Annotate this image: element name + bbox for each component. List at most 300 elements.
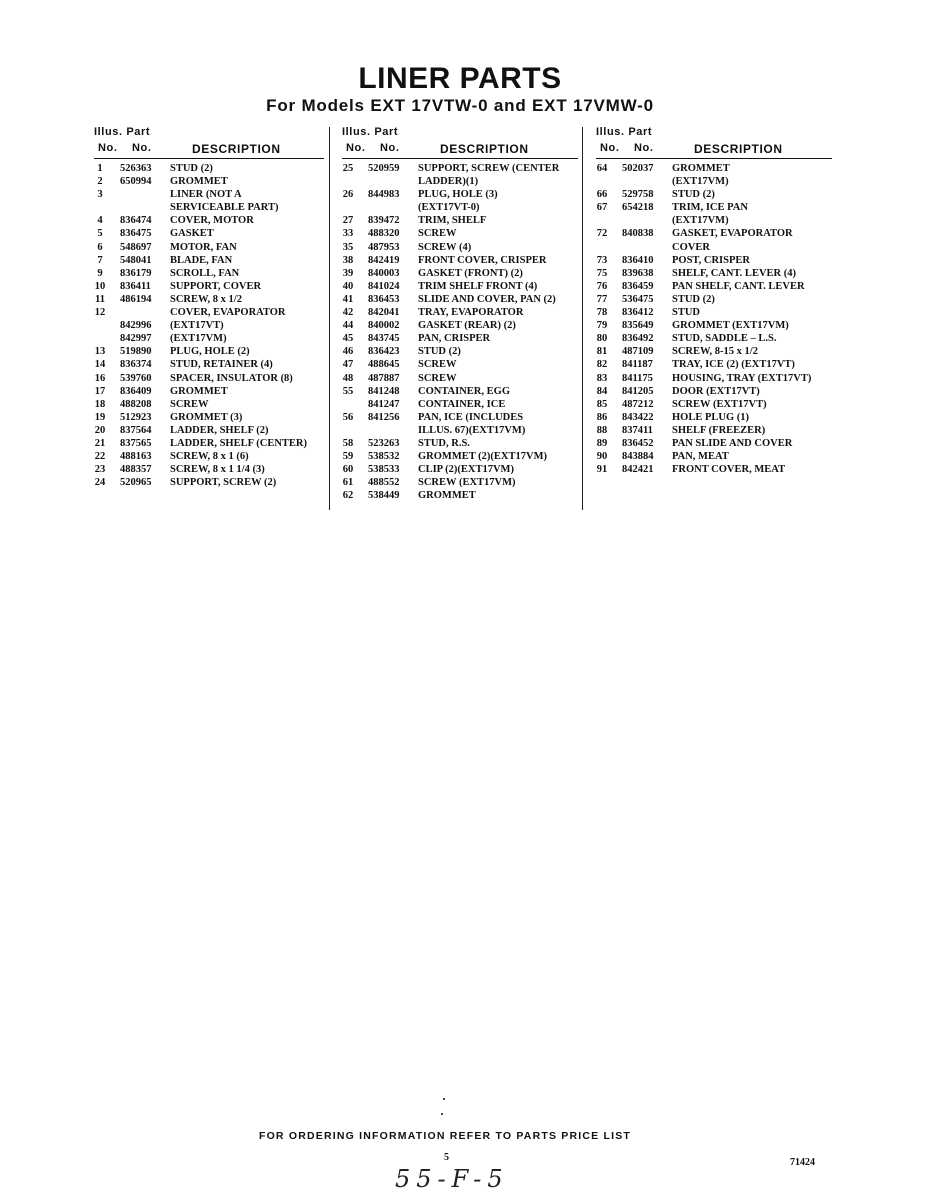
- illus-number: 62: [342, 490, 354, 502]
- part-number: 842421: [622, 464, 654, 476]
- header-description: DESCRIPTION: [192, 142, 281, 156]
- part-number: 488645: [368, 359, 400, 371]
- part-number: 654218: [622, 202, 654, 214]
- part-description: MOTOR, FAN: [170, 241, 237, 253]
- part-number: 841175: [622, 372, 653, 384]
- parts-row: [592, 411, 832, 424]
- header-description: DESCRIPTION: [440, 142, 529, 156]
- header-part-no: No.: [634, 142, 654, 154]
- illus-number: 45: [342, 333, 354, 345]
- illus-number: 18: [94, 398, 106, 410]
- parts-row: [338, 385, 578, 398]
- part-number: 842041: [368, 307, 400, 319]
- header-illus-no: No.: [98, 142, 118, 154]
- part-description: SCREW (EXT17VM): [418, 477, 516, 489]
- parts-row: [338, 424, 578, 437]
- parts-row: [338, 450, 578, 463]
- part-number: [110, 306, 170, 319]
- part-number: 488163: [120, 451, 152, 463]
- part-number: 841256: [368, 411, 400, 423]
- parts-row: [338, 332, 578, 345]
- parts-row: [90, 227, 324, 240]
- part-description: CLIP (2)(EXT17VM): [418, 464, 514, 476]
- part-description: SCREW, 8 x 1 1/4 (3): [170, 464, 265, 476]
- part-description: TRAY, ICE (2) (EXT17VT): [672, 359, 795, 371]
- part-number: [612, 241, 672, 254]
- illus-number: 89: [596, 437, 608, 449]
- parts-row: [592, 424, 832, 437]
- part-description: ILLUS. 67)(EXT17VM): [418, 424, 526, 436]
- parts-row: [338, 372, 578, 385]
- parts-row: [90, 162, 324, 175]
- part-number: 843745: [368, 333, 400, 345]
- illus-number: 11: [95, 293, 105, 305]
- illus-number: [592, 214, 612, 227]
- parts-row: [592, 254, 832, 267]
- parts-row: [90, 411, 324, 424]
- illus-number: 61: [342, 477, 354, 489]
- parts-row: [90, 398, 324, 411]
- header-rule: [94, 158, 324, 159]
- part-number: 841248: [368, 385, 400, 397]
- illus-number: 86: [596, 411, 608, 423]
- part-description: (EXT17VM): [672, 176, 729, 188]
- header-illus-part: Illus. Part: [342, 126, 399, 138]
- part-description: STUD (2): [672, 189, 715, 201]
- illus-number: 27: [342, 215, 354, 227]
- part-number: 836474: [120, 215, 152, 227]
- part-number: 839638: [622, 267, 654, 279]
- parts-row: [90, 254, 324, 267]
- part-number: 836410: [622, 254, 654, 266]
- parts-row: [90, 358, 324, 371]
- part-description: COVER, EVAPORATOR: [170, 307, 286, 319]
- part-number: 488208: [120, 398, 152, 410]
- parts-row: [338, 358, 578, 371]
- part-number: 837565: [120, 437, 152, 449]
- part-description: CONTAINER, EGG: [418, 385, 510, 397]
- illus-number: 25: [342, 163, 354, 174]
- part-description: COVER: [672, 241, 710, 253]
- illus-number: 75: [596, 267, 608, 279]
- illus-number: 84: [596, 385, 608, 397]
- parts-row: [592, 162, 832, 175]
- parts-row: [592, 398, 832, 411]
- parts-row: [90, 463, 324, 476]
- illus-number: 58: [342, 437, 354, 449]
- part-number: 836492: [622, 333, 654, 345]
- parts-row: [338, 437, 578, 450]
- part-description: FRONT COVER, MEAT: [672, 464, 786, 476]
- illus-number: [338, 398, 358, 411]
- parts-row: [338, 345, 578, 358]
- part-description: PAN, ICE (INCLUDES: [418, 411, 524, 423]
- column-divider: [329, 127, 330, 510]
- part-description: SCREW, 8-15 x 1/2: [672, 346, 758, 358]
- part-number: 835649: [622, 320, 654, 332]
- part-description: GROMMET (2)(EXT17VM): [418, 451, 547, 463]
- part-number: 488357: [120, 464, 152, 476]
- part-description: SHELF, CANT. LEVER (4): [672, 267, 796, 279]
- part-description: SUPPORT, SCREW (CENTER: [418, 163, 560, 174]
- parts-row: [338, 411, 578, 424]
- part-description: PAN, MEAT: [672, 451, 729, 463]
- illus-number: 19: [94, 411, 106, 423]
- parts-row: [338, 398, 578, 411]
- part-description: SCREW: [170, 398, 209, 410]
- part-description: PLUG, HOLE (2): [170, 346, 250, 358]
- illus-number: 73: [596, 254, 608, 266]
- parts-row: [90, 385, 324, 398]
- part-description: STUD: [672, 307, 701, 319]
- part-description: SLIDE AND COVER, PAN (2): [418, 293, 556, 305]
- part-description: GROMMET (3): [170, 411, 243, 423]
- illus-number: 78: [596, 307, 608, 319]
- parts-row: [592, 267, 832, 280]
- part-number: 843884: [622, 451, 654, 463]
- part-number: 842997: [120, 333, 152, 345]
- part-number: 487887: [368, 372, 400, 384]
- parts-column-2: [338, 124, 578, 502]
- parts-row: [338, 188, 578, 201]
- part-description: (EXT17VT): [170, 320, 224, 332]
- part-description: TRIM SHELF FRONT (4): [418, 280, 538, 292]
- parts-row: [338, 175, 578, 188]
- part-description: SCREW: [418, 359, 457, 371]
- illus-number: [338, 424, 358, 437]
- parts-row: [338, 162, 578, 175]
- illus-number: 16: [94, 372, 106, 384]
- illus-number: 79: [596, 320, 608, 332]
- parts-row: [90, 188, 324, 201]
- part-description: SERVICEABLE PART): [170, 202, 279, 214]
- part-number: 548697: [120, 241, 152, 253]
- illus-number: 66: [596, 189, 608, 201]
- parts-row: [90, 280, 324, 293]
- part-number: 840838: [622, 228, 654, 240]
- part-number: 839472: [368, 215, 400, 227]
- part-description: TRIM, SHELF: [418, 215, 487, 227]
- parts-row: [592, 450, 832, 463]
- part-description: PAN SLIDE AND COVER: [672, 437, 793, 449]
- part-description: (EXT17VT-0): [418, 202, 480, 214]
- illus-number: 80: [596, 333, 608, 345]
- illus-number: 85: [596, 398, 608, 410]
- part-description: TRIM, ICE PAN: [672, 202, 748, 214]
- illus-number: 46: [342, 346, 354, 358]
- part-number: 836412: [622, 307, 654, 319]
- column-header: [592, 124, 832, 159]
- header-illus-part: Illus. Part: [94, 126, 151, 138]
- part-number: 836453: [368, 293, 400, 305]
- part-description: SHELF (FREEZER): [672, 424, 766, 436]
- illus-number: 55: [342, 385, 354, 397]
- part-description: BLADE, FAN: [170, 254, 233, 266]
- part-description: GASKET, EVAPORATOR: [672, 228, 793, 240]
- illus-number: 23: [94, 464, 106, 476]
- parts-row: [592, 463, 832, 476]
- part-description: HOLE PLUG (1): [672, 411, 750, 423]
- illus-number: 24: [94, 477, 106, 489]
- part-description: STUD (2): [672, 293, 715, 305]
- part-number: 650994: [120, 176, 152, 188]
- part-number: 538449: [368, 490, 400, 502]
- part-number: 512923: [120, 411, 152, 423]
- ordering-info-footer: FOR ORDERING INFORMATION REFER TO PARTS PRICE LIST: [258, 1130, 632, 1142]
- part-number: 836374: [120, 359, 152, 371]
- part-description: LINER (NOT A: [170, 189, 242, 201]
- part-number: 538533: [368, 464, 400, 476]
- part-description: SCREW, 8 x 1/2: [170, 293, 242, 305]
- part-description: POST, CRISPER: [672, 254, 750, 266]
- parts-row: [338, 319, 578, 332]
- illus-number: 56: [342, 411, 354, 423]
- header-part-no: No.: [132, 142, 152, 154]
- part-number: 488320: [368, 228, 400, 240]
- parts-row: [338, 306, 578, 319]
- part-number: 520959: [368, 163, 400, 174]
- illus-number: 82: [596, 359, 608, 371]
- part-description: PAN, CRISPER: [418, 333, 491, 345]
- parts-row: [592, 345, 832, 358]
- illus-number: 39: [342, 267, 354, 279]
- part-number: 842419: [368, 254, 400, 266]
- parts-row: [90, 332, 324, 345]
- part-number: 539760: [120, 372, 152, 384]
- part-description: DOOR (EXT17VT): [672, 385, 760, 397]
- parts-row: [338, 489, 578, 502]
- part-number: 836179: [120, 267, 152, 279]
- parts-row: [592, 175, 832, 188]
- part-number: [612, 175, 672, 188]
- illus-number: 59: [342, 451, 354, 463]
- illus-number: 5: [97, 228, 103, 240]
- parts-row: [592, 214, 832, 227]
- part-number: [110, 201, 170, 214]
- part-number: [612, 214, 672, 227]
- parts-row: [338, 254, 578, 267]
- parts-row: [90, 267, 324, 280]
- part-description: SPACER, INSULATOR (8): [170, 372, 293, 384]
- part-description: SCREW: [418, 372, 457, 384]
- part-number: 519890: [120, 346, 152, 358]
- part-number: [358, 424, 418, 437]
- header-rule: [596, 158, 832, 159]
- part-number: 841187: [622, 359, 653, 371]
- parts-row: [592, 241, 832, 254]
- part-number: 840003: [368, 267, 400, 279]
- illus-number: 17: [94, 385, 106, 397]
- parts-row: [592, 385, 832, 398]
- parts-row: [90, 345, 324, 358]
- illus-number: 20: [94, 424, 106, 436]
- page-number: 5: [444, 1152, 449, 1163]
- part-number: 836423: [368, 346, 400, 358]
- part-description: COVER, MOTOR: [170, 215, 254, 227]
- part-description: SUPPORT, COVER: [170, 280, 262, 292]
- part-description: HOUSING, TRAY (EXT17VT): [672, 372, 812, 384]
- part-number: 843422: [622, 411, 654, 423]
- part-description: STUD (2): [170, 163, 213, 174]
- part-description: STUD (2): [418, 346, 461, 358]
- illus-number: 6: [97, 241, 103, 253]
- illus-number: 41: [342, 293, 354, 305]
- part-description: SCREW (4): [418, 241, 472, 253]
- part-description: GASKET (REAR) (2): [418, 320, 516, 332]
- part-description: GROMMET: [672, 163, 730, 174]
- part-description: GASKET: [170, 228, 214, 240]
- scan-mark: [443, 1098, 445, 1100]
- part-description: STUD, RETAINER (4): [170, 359, 273, 371]
- part-description: STUD, SADDLE – L.S.: [672, 333, 777, 345]
- part-number: 841205: [622, 385, 654, 397]
- part-number: 841024: [368, 280, 400, 292]
- scan-mark: [441, 1113, 443, 1115]
- part-description: LADDER, SHELF (2): [170, 424, 269, 436]
- part-number: [358, 201, 418, 214]
- part-number: [358, 175, 418, 188]
- parts-row: [90, 424, 324, 437]
- illus-number: 4: [97, 215, 103, 227]
- parts-row: [90, 476, 324, 489]
- part-description: CONTAINER, ICE: [418, 398, 506, 410]
- illus-number: 48: [342, 372, 354, 384]
- part-description: LADDER)(1): [418, 176, 479, 188]
- part-number: 536475: [622, 293, 654, 305]
- part-description: SCREW (EXT17VT): [672, 398, 767, 410]
- part-description: SCREW, 8 x 1 (6): [170, 451, 249, 463]
- illus-number: [338, 201, 358, 214]
- part-number: 487953: [368, 241, 400, 253]
- parts-row: [338, 214, 578, 227]
- illus-number: [90, 201, 110, 214]
- illus-number: 77: [596, 293, 608, 305]
- parts-row: [592, 227, 832, 240]
- illus-number: 35: [342, 241, 354, 253]
- illus-number: 83: [596, 372, 608, 384]
- part-number: 548041: [120, 254, 152, 266]
- illus-number: 7: [97, 254, 103, 266]
- parts-row: [592, 358, 832, 371]
- header-illus-no: No.: [346, 142, 366, 154]
- illus-number: 47: [342, 359, 354, 371]
- illus-number: 40: [342, 280, 354, 292]
- parts-row: [592, 319, 832, 332]
- part-description: LADDER, SHELF (CENTER): [170, 437, 308, 449]
- illus-number: 10: [94, 280, 106, 292]
- column-header: [90, 124, 324, 159]
- illus-number: 13: [94, 346, 106, 358]
- column-divider: [582, 127, 583, 510]
- part-description: GASKET (FRONT) (2): [418, 267, 523, 279]
- part-number: [110, 188, 170, 201]
- parts-row: [90, 201, 324, 214]
- part-number: 836409: [120, 385, 152, 397]
- part-number: 487109: [622, 346, 654, 358]
- illus-number: 9: [97, 267, 103, 279]
- parts-row: [592, 437, 832, 450]
- part-number: 844983: [368, 189, 400, 201]
- header-illus-no: No.: [600, 142, 620, 154]
- parts-row: [90, 241, 324, 254]
- parts-row: [592, 293, 832, 306]
- parts-row: [90, 175, 324, 188]
- part-number: 837411: [622, 424, 653, 436]
- illus-number: 3: [97, 189, 103, 201]
- parts-column-3: [592, 124, 832, 476]
- parts-row: [338, 280, 578, 293]
- illus-number: 38: [342, 254, 354, 266]
- part-description: TRAY, EVAPORATOR: [418, 307, 524, 319]
- parts-column-1: [90, 124, 324, 489]
- illus-number: 64: [596, 163, 608, 174]
- header-part-no: No.: [380, 142, 400, 154]
- parts-list: [338, 162, 578, 502]
- illus-number: 90: [596, 451, 608, 463]
- part-description: SCROLL, FAN: [170, 267, 240, 279]
- part-number: 840002: [368, 320, 400, 332]
- part-number: 486194: [120, 293, 152, 305]
- part-number: 836475: [120, 228, 152, 240]
- part-description: SCREW: [418, 228, 457, 240]
- part-number: 488552: [368, 477, 400, 489]
- part-number: 837564: [120, 424, 152, 436]
- illus-number: 88: [596, 424, 608, 436]
- header-rule: [342, 158, 578, 159]
- document-number: 71424: [790, 1157, 815, 1168]
- illus-number: 2: [97, 176, 103, 188]
- parts-row: [90, 437, 324, 450]
- part-description: PAN SHELF, CANT. LEVER: [672, 280, 805, 292]
- illus-number: 14: [94, 359, 106, 371]
- illus-number: 44: [342, 320, 354, 332]
- parts-row: [338, 476, 578, 489]
- handwritten-note: 55-F-5: [395, 1165, 509, 1193]
- part-number: 841247: [368, 398, 400, 410]
- illus-number: [90, 332, 110, 345]
- part-description: GROMMET: [170, 385, 228, 397]
- parts-row: [592, 201, 832, 214]
- parts-row: [338, 293, 578, 306]
- header-description: DESCRIPTION: [694, 142, 783, 156]
- parts-row: [90, 306, 324, 319]
- parts-row: [90, 214, 324, 227]
- illus-number: 76: [596, 280, 608, 292]
- header-illus-part: Illus. Part: [596, 126, 653, 138]
- part-description: GROMMET: [170, 176, 228, 188]
- part-number: 520965: [120, 477, 152, 489]
- parts-row: [338, 241, 578, 254]
- parts-row: [90, 319, 324, 332]
- parts-row: [592, 188, 832, 201]
- parts-row: [90, 293, 324, 306]
- parts-row: [592, 306, 832, 319]
- parts-list: [592, 162, 832, 476]
- parts-row: [338, 267, 578, 280]
- illus-number: 81: [596, 346, 608, 358]
- part-number: 836459: [622, 280, 654, 292]
- illus-number: 33: [342, 228, 354, 240]
- illus-number: 21: [94, 437, 106, 449]
- parts-row: [90, 372, 324, 385]
- illus-number: 1: [97, 163, 103, 174]
- part-number: 836452: [622, 437, 654, 449]
- parts-row: [592, 280, 832, 293]
- part-number: 836411: [120, 280, 151, 292]
- column-header: [338, 124, 578, 159]
- illus-number: 42: [342, 307, 354, 319]
- part-description: (EXT17VM): [170, 333, 227, 345]
